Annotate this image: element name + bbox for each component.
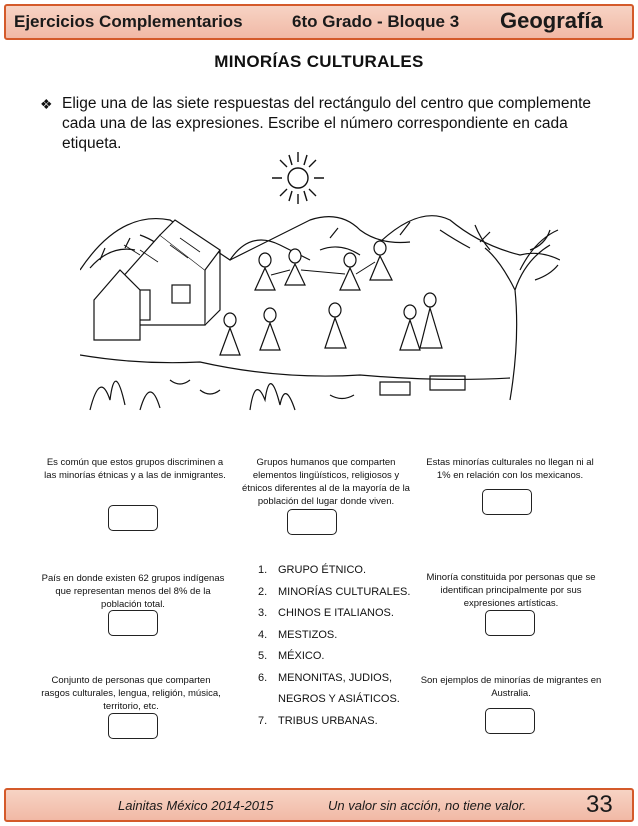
clue-5: Minoría constituida por personas que se identifican principalmente por sus expresiones artísticas. — [426, 572, 596, 609]
answer-option: 3. CHINOS E ITALIANOS. — [258, 607, 394, 619]
instruction — [40, 94, 600, 154]
answer-box-3[interactable] — [482, 489, 532, 515]
answer-box-7[interactable] — [485, 708, 535, 734]
header-bar — [4, 4, 634, 40]
answer-option: 2. MINORÍAS CULTURALES. — [258, 585, 411, 598]
dancing-figures-drawing — [220, 241, 442, 355]
answer-option: 5. MÉXICO. — [258, 650, 325, 662]
answer-option: 6. MENONITAS, JUDIOS, — [258, 671, 393, 684]
sun-drawing — [272, 152, 324, 204]
header-series-title: Ejercicios Complementarios — [14, 12, 243, 31]
footer-credit: Lainitas México 2014-2015 — [118, 798, 274, 813]
village-illustration — [80, 150, 560, 420]
clue-1: Es común que estos grupos discriminen a las minorías étnicas y a las de inmigrantes. — [44, 457, 226, 481]
page-number: 33 — [586, 791, 613, 818]
answer-option: 7. TRIBUS URBANAS. — [258, 714, 378, 727]
answer-option-continuation: NEGROS Y ASIÁTICOS. — [278, 693, 400, 705]
page-title: MINORÍAS CULTURALES — [214, 52, 424, 71]
answer-box-4[interactable] — [108, 610, 158, 636]
footer-bar — [4, 788, 634, 822]
header-grade-block: 6to Grado - Bloque 3 — [292, 12, 460, 31]
diamond-bullet-icon: ❖ — [40, 96, 53, 112]
clue-6: Conjunto de personas que comparten rasgos culturales, lengua, religión, música, territorio, etc. — [41, 675, 221, 712]
houses-drawing — [94, 220, 220, 340]
answer-box-6[interactable] — [108, 713, 158, 739]
answer-box-5[interactable] — [485, 610, 535, 636]
ground-plants-drawing — [80, 355, 510, 410]
answer-box-2[interactable] — [287, 509, 337, 535]
answer-option: 1. GRUPO ÉTNICO. — [258, 564, 367, 576]
answer-box-1[interactable] — [108, 505, 158, 531]
clue-4: País en donde existen 62 grupos indígenas que representan menos del 8% de la población total. — [41, 573, 225, 610]
instruction-text: Elige una de las siete respuestas del rectángulo del centro que complemente cada una de las expresiones. Escribe el número correspondiente en cada etiqueta. — [62, 95, 592, 152]
tree-drawing — [475, 225, 558, 400]
clue-7: Son ejemplos de minorías de migrantes en Australia. — [420, 675, 602, 699]
answer-option: 4. MESTIZOS. — [258, 628, 338, 641]
clue-3: Estas minorías culturales no llegan ni al 1% en relación con los mexicanos. — [426, 457, 594, 481]
answer-options-list — [258, 563, 428, 735]
header-subject: Geografía — [500, 8, 603, 33]
clue-2: Grupos humanos que comparten elementos lingüísticos, religiosos y étnicos diferentes al de la mayoría de la población del lugar donde viven. — [242, 457, 410, 507]
footer-motto: Un valor sin acción, no tiene valor. — [328, 798, 527, 813]
